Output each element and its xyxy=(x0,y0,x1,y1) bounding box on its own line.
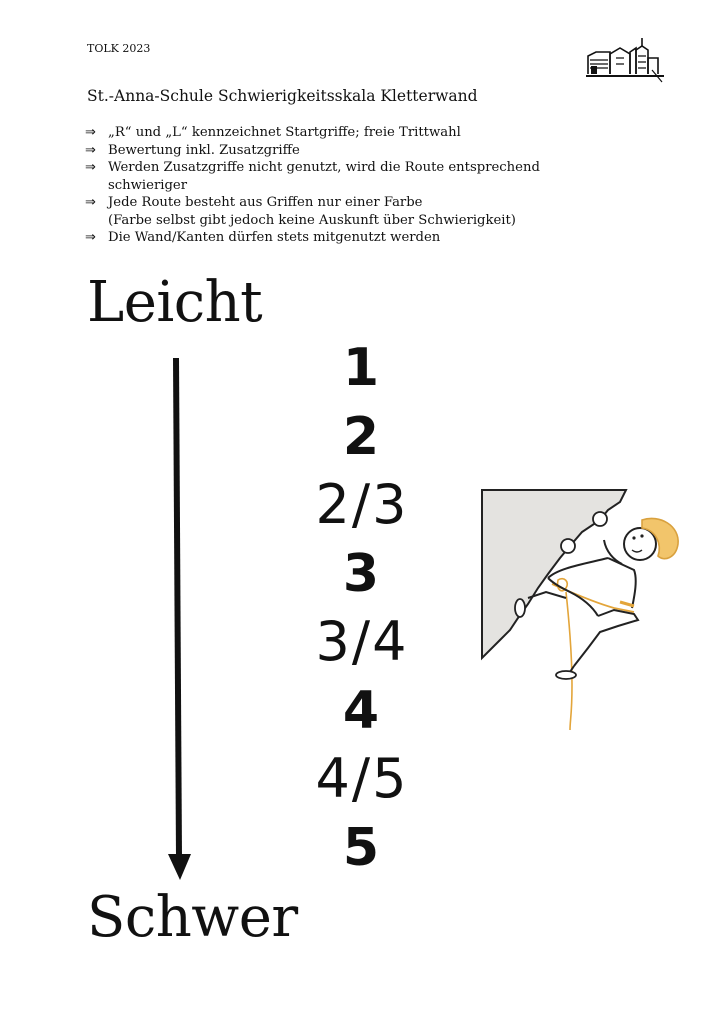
grade-item: 5 xyxy=(342,817,382,878)
rule-text: Die Wand/Kanten dürfen stets mitgenutzt werden xyxy=(108,230,441,245)
rule-text: schwieriger xyxy=(108,177,188,193)
rule-text: „R“ und „L“ kennzeichnet Startgriffe; freie Trittwahl xyxy=(108,125,461,140)
grade-item: 2/3 xyxy=(315,473,409,536)
arrow-icon: ⇒ xyxy=(85,230,96,245)
grade-item: 1 xyxy=(342,338,382,398)
rule-text: Bewertung inkl. Zusatzgriffe xyxy=(108,142,300,158)
header-label: TOLK 2023 xyxy=(87,42,151,55)
rule-item xyxy=(85,194,605,229)
rule-item xyxy=(85,229,605,247)
rule-item xyxy=(85,124,605,142)
arrow-icon: ⇒ xyxy=(85,125,96,140)
school-building-logo xyxy=(586,36,666,84)
easy-label: Leicht xyxy=(87,270,263,335)
grade-list xyxy=(282,334,442,882)
arrow-icon: ⇒ xyxy=(85,142,96,158)
rules-list xyxy=(85,124,605,247)
grade-item: 4/5 xyxy=(315,747,409,810)
rule-text: Jede Route besteht aus Griffen nur einer Farbe xyxy=(108,195,423,210)
difficulty-arrow-icon xyxy=(164,358,196,882)
rule-text: (Farbe selbst gibt jedoch keine Auskunft über Schwierigkeit) xyxy=(108,212,516,228)
rule-item xyxy=(85,159,605,194)
grade-item: 2 xyxy=(342,406,382,467)
grade-item: 4 xyxy=(342,680,382,741)
hard-label: Schwer xyxy=(87,885,298,950)
rule-text: Werden Zusatzgriffe nicht genutzt, wird die Route entsprechend xyxy=(108,160,540,175)
arrow-icon: ⇒ xyxy=(85,160,96,175)
arrow-icon: ⇒ xyxy=(85,195,96,210)
climber-illustration xyxy=(474,480,686,735)
page-title: St.-Anna-Schule Schwierigkeitsskala Kletterwand xyxy=(87,87,478,105)
grade-item: 3/4 xyxy=(315,610,409,673)
rule-item xyxy=(85,142,605,160)
grade-item: 3 xyxy=(342,543,382,604)
